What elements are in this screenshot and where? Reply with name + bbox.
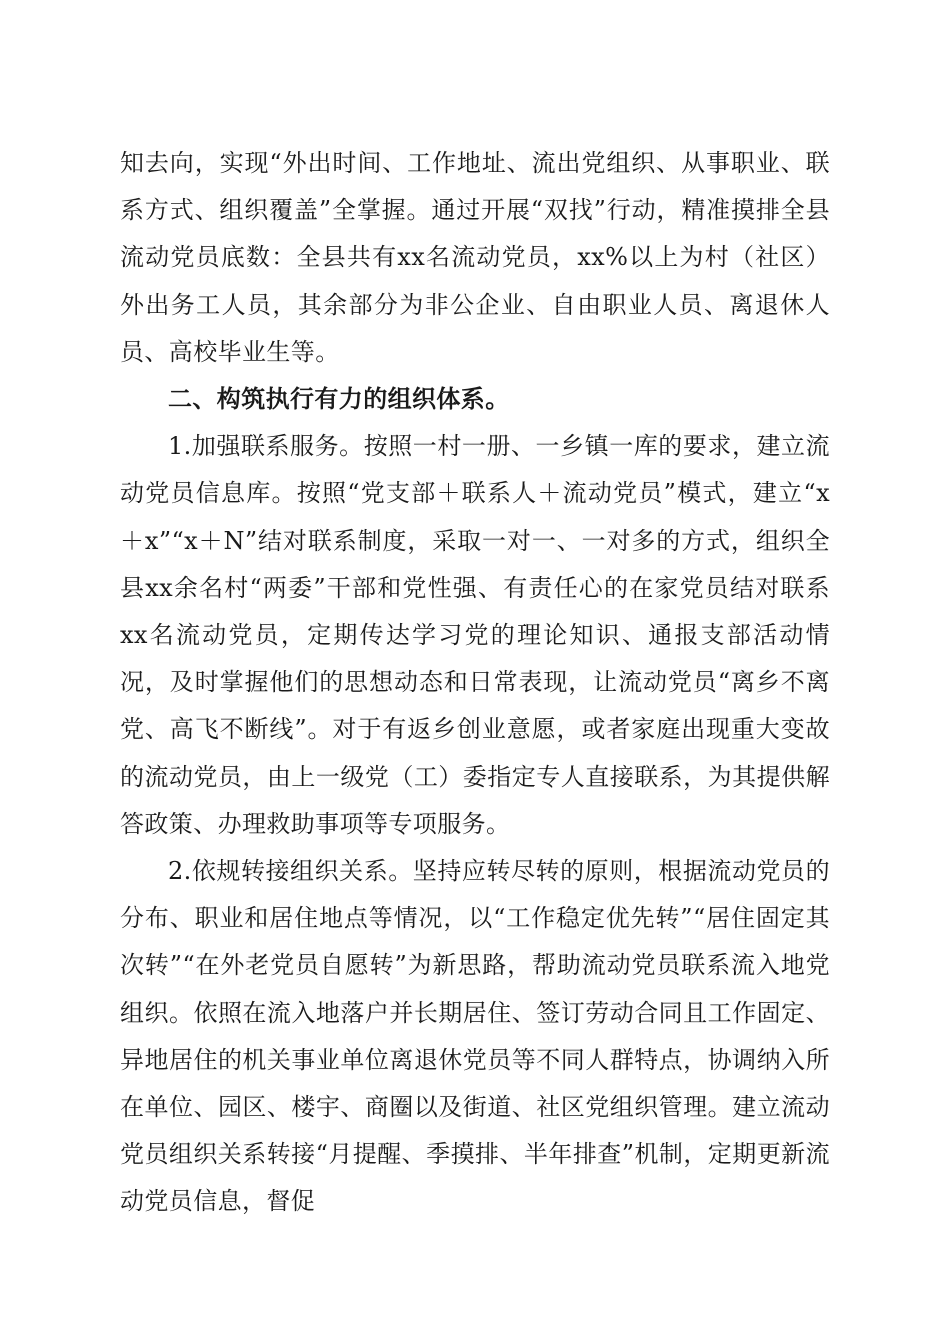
numbered-item-1: 1.加强联系服务。按照一村一册、一乡镇一库的要求，建立流动党员信息库。按照“党支部＋联系人＋流动党员”模式，建立“x＋x”“x＋N”结对联系制度，采取一对一、一对多的方式，组织全县xx余名村“两委”干部和党性强、有责任心的在家党员结对联系xx名流动党员，定期传达学习党的理论知识、通报支部活动情况，及时掌握他们的思想动态和日常表现，让流动党员“离乡不离党、高飞不断线”。对于有返乡创业意愿，或者家庭出现重大变故的流动党员，由上一级党（工）委指定专人直接联系，为其提供解答政策、办理救助事项等专项服务。 [120,432,830,838]
document-body [120,140,830,1226]
numbered-item-2: 2.依规转接组织关系。坚持应转尽转的原则，根据流动党员的分布、职业和居住地点等情况，以“工作稳定优先转”“居住固定其次转”“在外老党员自愿转”为新思路，帮助流动党员联系流入地党组织。依照在流入地落户并长期居住、签订劳动合同且工作固定、异地居住的机关事业单位离退休党员等不同人群特点，协调纳入所在单位、园区、楼宇、商圈以及街道、社区党组织管理。建立流动党员组织关系转接“月提醒、季摸排、半年排查”机制，定期更新流动党员信息，督促 [120,857,830,1216]
section-heading: 二、构筑执行有力的组织体系。 [168,385,510,414]
paragraph-continuation: 知去向，实现“外出时间、工作地址、流出党组织、从事职业、联系方式、组织覆盖”全掌握。通过开展“双找”行动，精准摸排全县流动党员底数：全县共有xx名流动党员，xx%以上为村（社区）外出务工人员，其余部分为非公企业、自由职业人员、离退休人员、高校毕业生等。 [120,149,830,366]
